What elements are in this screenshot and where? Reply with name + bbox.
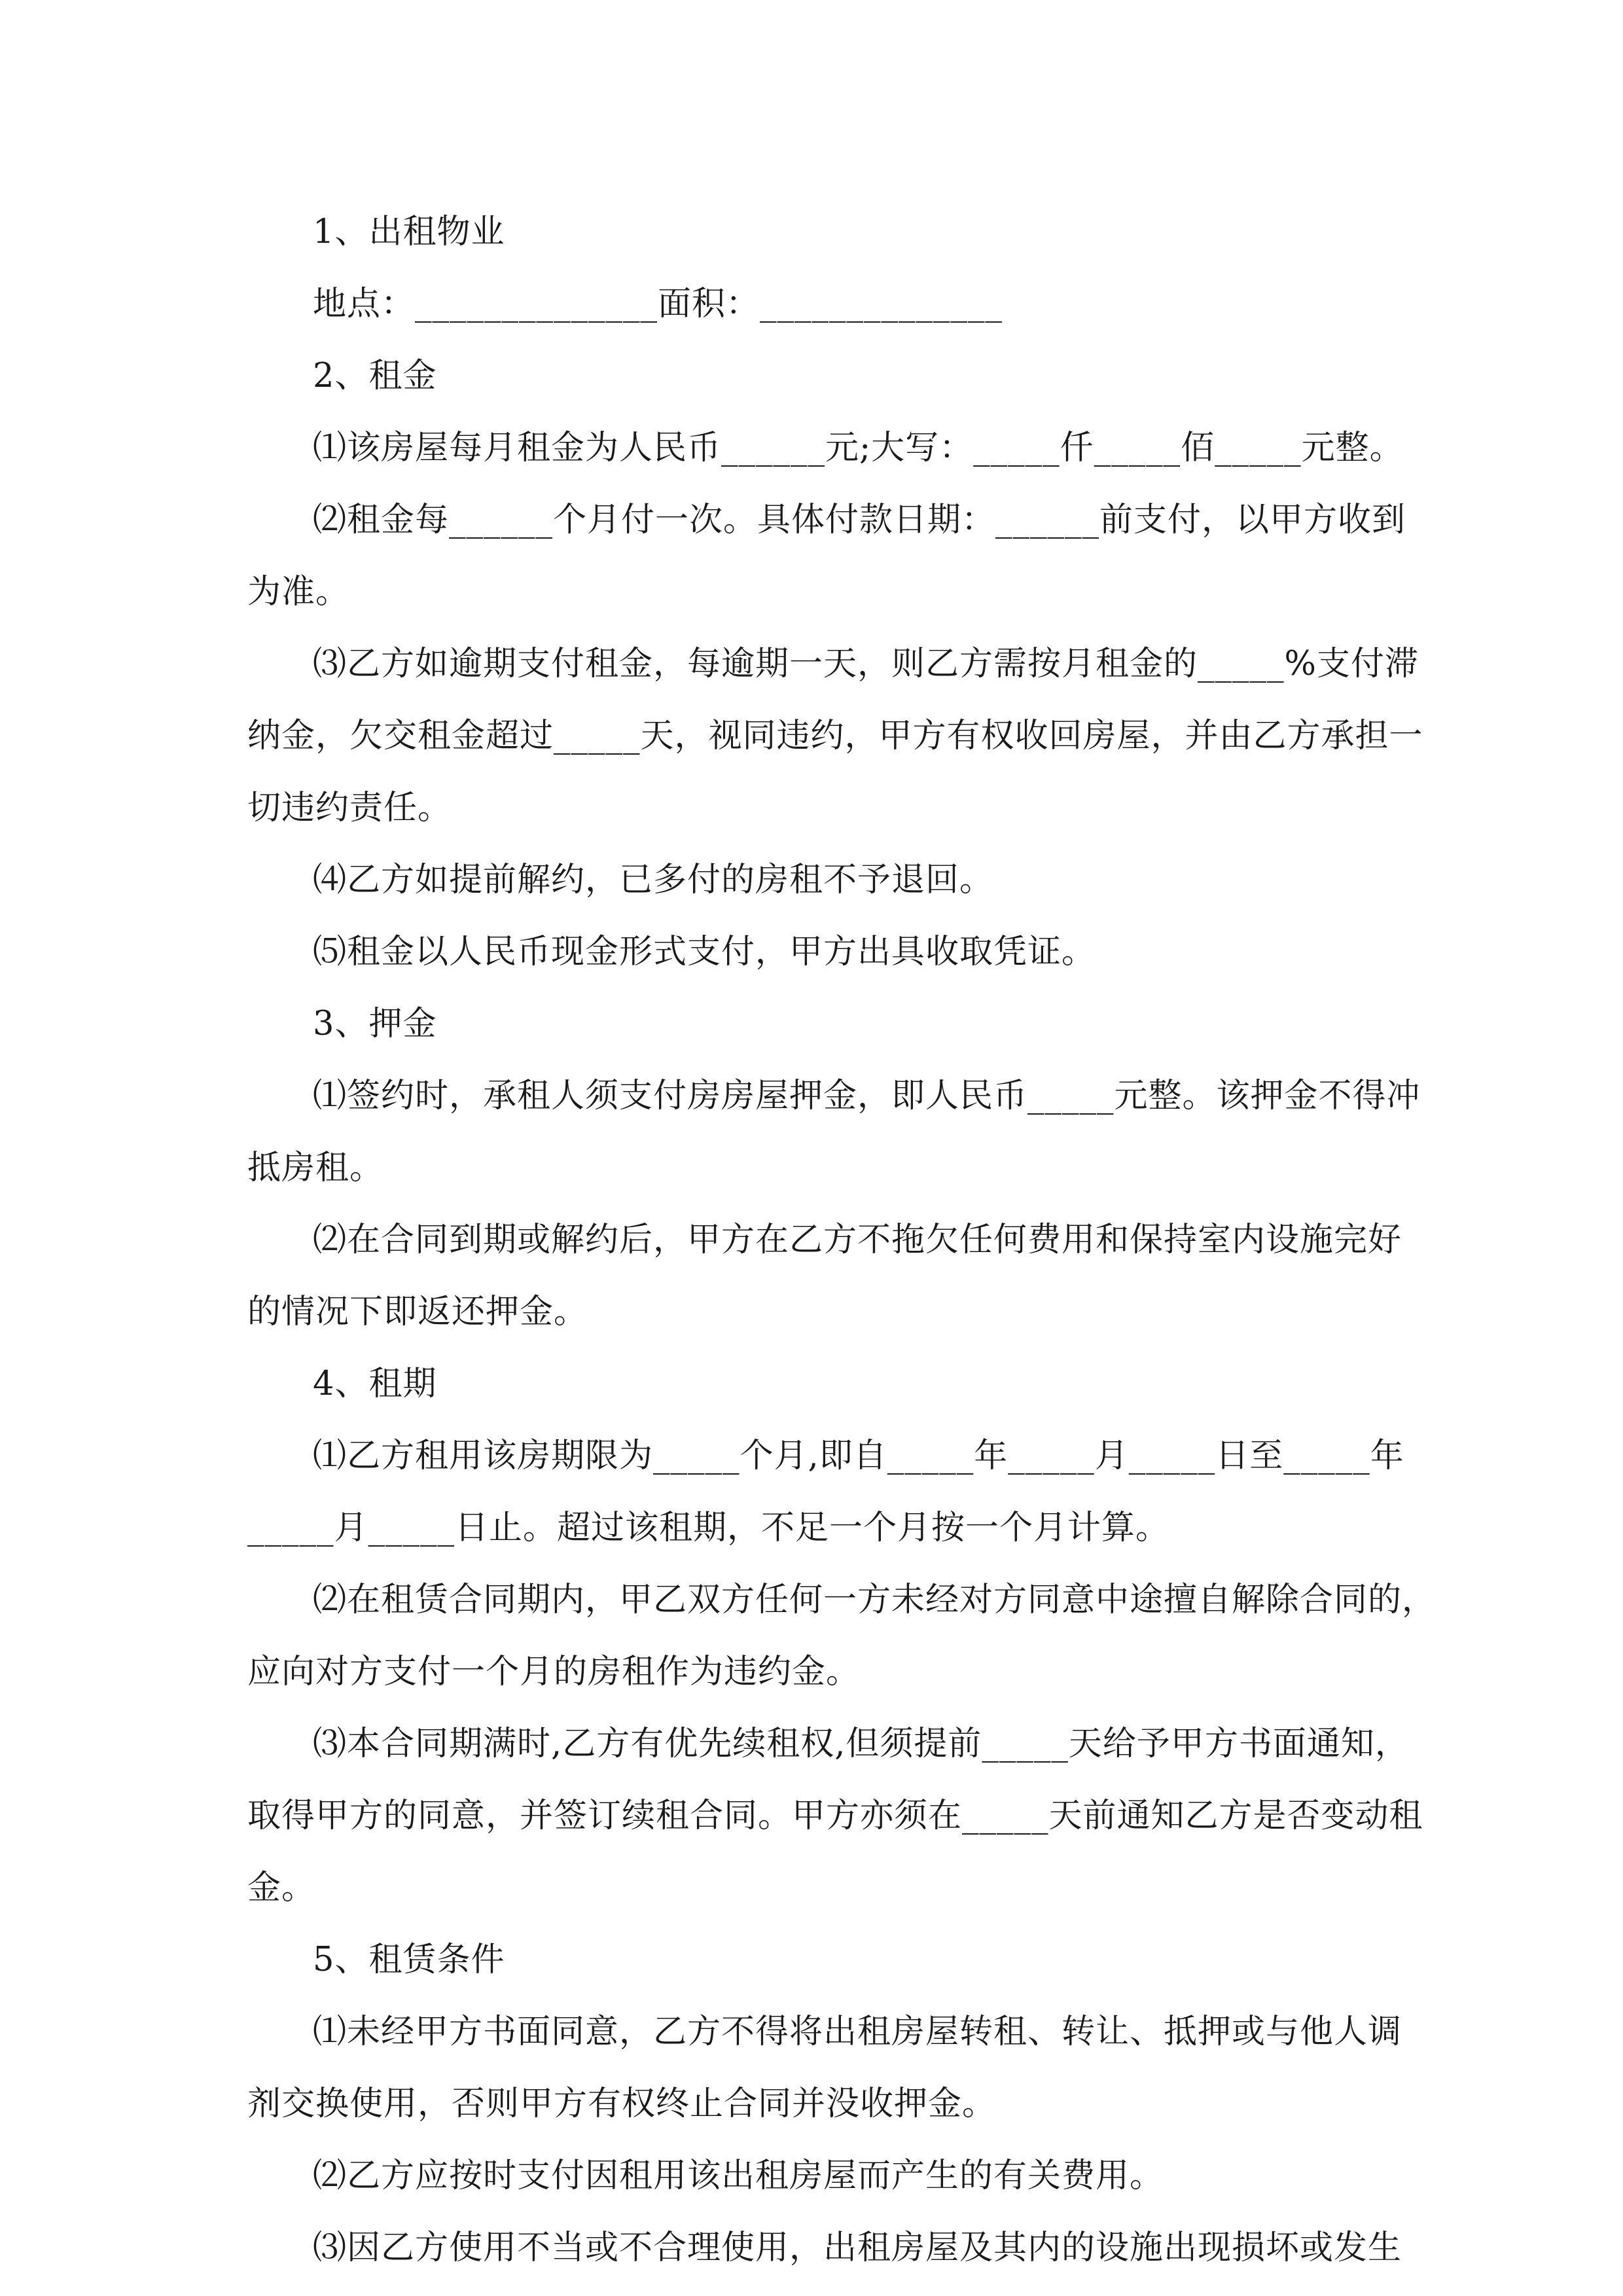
paragraph-line: 应向对方支付一个月的房租作为违约金。 bbox=[247, 1653, 861, 1691]
section-heading-rent: 2、租金 bbox=[313, 357, 437, 395]
paragraph-line: ⑸租金以人民币现金形式支付，甲方出具收取凭证。 bbox=[313, 933, 1096, 971]
paragraph-line: _____月_____日止。超过该租期，不足一个月按一个月计算。 bbox=[247, 1509, 1170, 1547]
paragraph-line: ⑶本合同期满时,乙方有优先续租权,但须提前_____天给予甲方书面通知， bbox=[313, 1725, 1409, 1763]
paragraph-line: ⑶因乙方使用不当或不合理使用，出租房屋及其内的设施出现损坏或发生 bbox=[313, 2229, 1402, 2267]
paragraph-line: ⑵乙方应按时支付因租用该出租房屋而产生的有关费用。 bbox=[313, 2157, 1164, 2195]
section-heading-deposit: 3、押金 bbox=[313, 1005, 437, 1043]
paragraph-line: ⑴该房屋每月租金为人民币______元;大写：_____仟_____佰_____元整。 bbox=[313, 429, 1404, 467]
paragraph-line: 抵房租。 bbox=[247, 1149, 384, 1187]
document-body bbox=[247, 196, 1436, 2284]
paragraph-line: 为准。 bbox=[247, 573, 350, 611]
paragraph-line: 取得甲方的同意，并签订续租合同。甲方亦须在_____天前通知乙方是否变动租 bbox=[247, 1797, 1423, 1835]
paragraph-line: 的情况下即返还押金。 bbox=[247, 1293, 588, 1331]
paragraph-line: 切违约责任。 bbox=[247, 789, 452, 827]
paragraph-line: ⑵租金每______个月付一次。具体付款日期：______前支付，以甲方收到 bbox=[313, 501, 1406, 539]
section-heading-lease-conditions: 5、租赁条件 bbox=[313, 1941, 505, 1979]
paragraph-line: ⑵在合同到期或解约后，甲方在乙方不拖欠任何费用和保持室内设施完好 bbox=[313, 1221, 1402, 1259]
paragraph-line: ⑴签约时，承租人须支付房房屋押金，即人民币_____元整。该押金不得冲 bbox=[313, 1077, 1421, 1115]
paragraph-line: 剂交换使用，否则甲方有权终止合同并没收押金。 bbox=[247, 2085, 997, 2123]
location-area-line: 地点：______________面积：______________ bbox=[313, 285, 1003, 323]
section-heading-property: 1、出租物业 bbox=[313, 213, 505, 251]
paragraph-line: 纳金，欠交租金超过_____天，视同违约，甲方有权收回房屋，并由乙方承担一 bbox=[247, 717, 1423, 755]
paragraph-line: ⑵在租赁合同期内，甲乙双方任何一方未经对方同意中途擅自解除合同的， bbox=[313, 1581, 1436, 1619]
paragraph-line: ⑴乙方租用该房期限为_____个月,即自_____年_____月_____日至_____年 bbox=[313, 1437, 1404, 1475]
section-heading-term: 4、租期 bbox=[313, 1365, 437, 1403]
paragraph-line: ⑶乙方如逾期支付租金，每逾期一天，则乙方需按月租金的_____%支付滞 bbox=[313, 645, 1419, 683]
paragraph-line: 金。 bbox=[247, 1869, 316, 1907]
paragraph-line: ⑷乙方如提前解约，已多付的房租不予退回。 bbox=[313, 861, 994, 899]
paragraph-line: ⑴未经甲方书面同意，乙方不得将出租房屋转租、转让、抵押或与他人调 bbox=[313, 2013, 1402, 2051]
